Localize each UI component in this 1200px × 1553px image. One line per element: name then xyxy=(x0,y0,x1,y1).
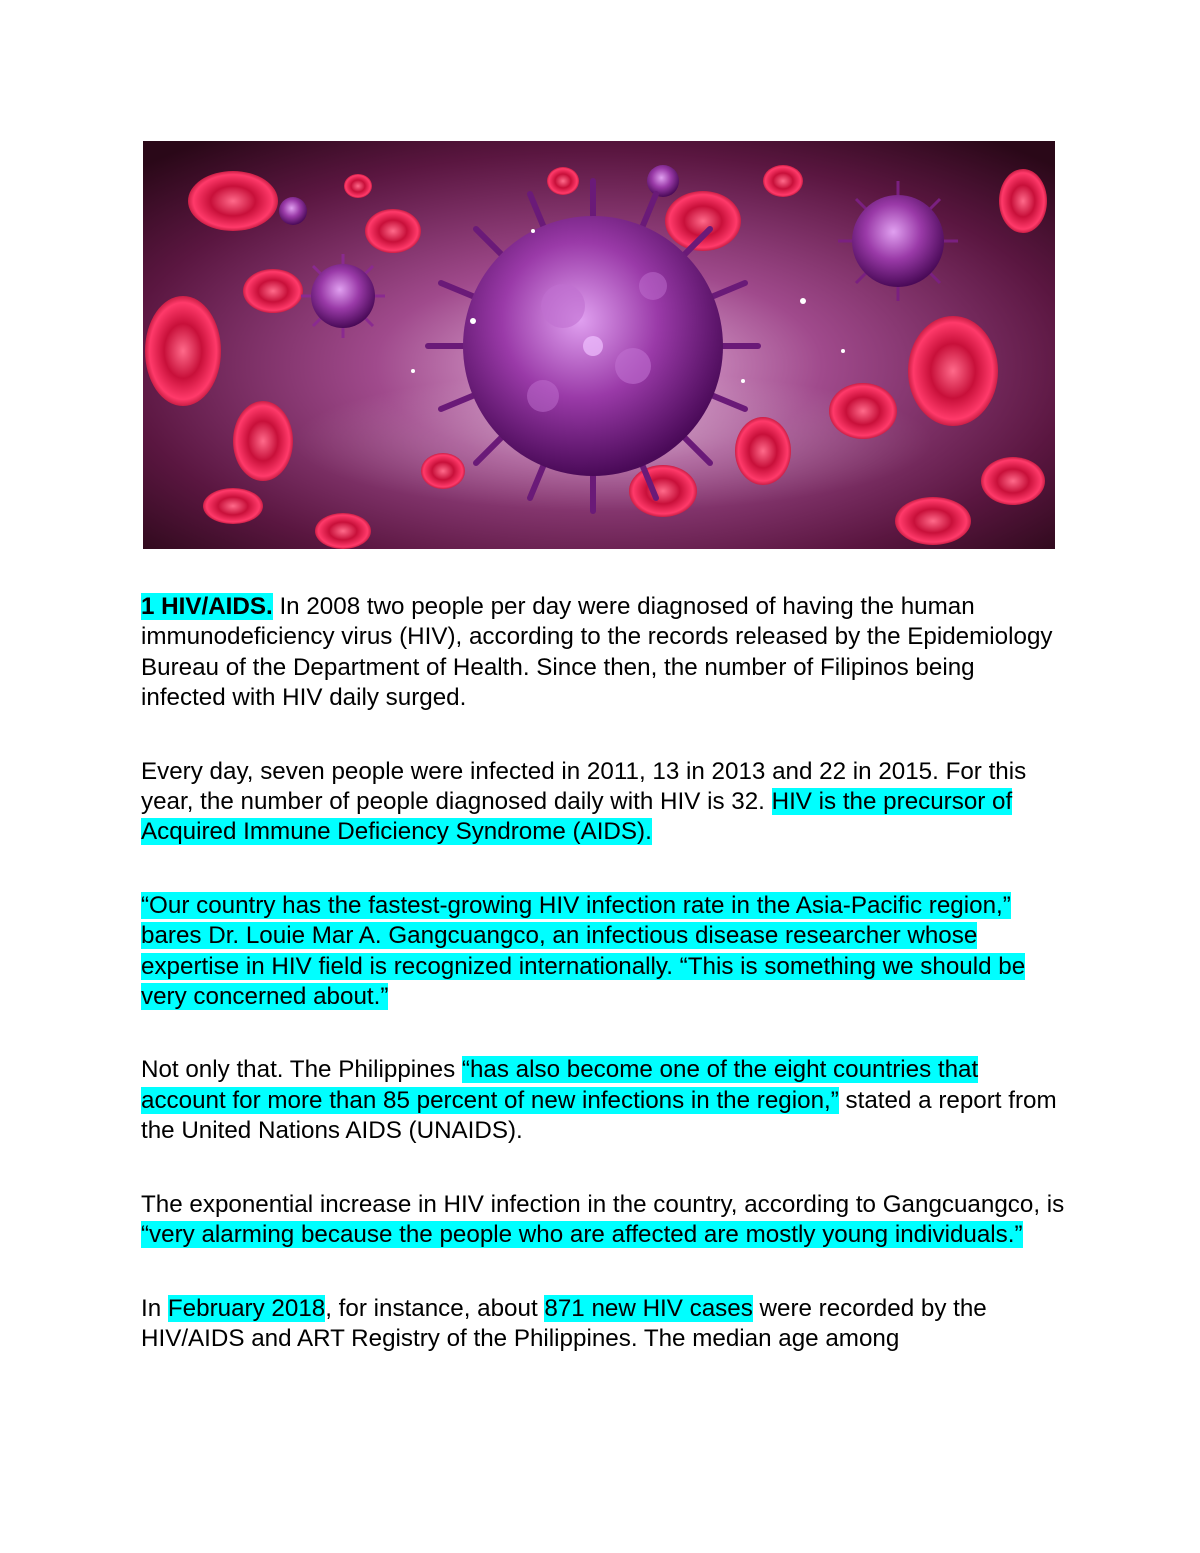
paragraph-6-after: were recorded by the HIV/AIDS and ART Registry of the Philippines. The median age among xyxy=(141,1294,987,1352)
paragraph-6-before: In xyxy=(141,1294,168,1322)
paragraph-4-highlight: “has also become one of the eight countries that account for more than 85 percent of new infections in the region,” xyxy=(141,1056,979,1114)
article-body xyxy=(141,592,1066,1397)
paragraph-4-after: stated a report from the United Nations AIDS (UNAIDS). xyxy=(141,1086,1057,1145)
section-heading: 1 HIV/AIDS. xyxy=(141,593,273,620)
virus-illustration xyxy=(143,141,1055,549)
paragraph-6-middle: , for instance, about xyxy=(325,1294,545,1322)
paragraph-5 xyxy=(141,1190,1066,1251)
paragraph-5-before: The exponential increase in HIV infection in the country, according to Gangcuangco, is xyxy=(141,1190,1065,1218)
paragraph-6-highlight-date: February 2018 xyxy=(167,1294,326,1322)
paragraph-2-text: Every day, seven people were infected in 2011, 13 in 2013 and 22 in 2015. For this year, the number of people diagnosed daily with HIV is 32. xyxy=(141,757,1027,816)
paragraph-4 xyxy=(141,1055,1066,1146)
paragraph-1 xyxy=(141,592,1066,714)
paragraph-2-highlight: HIV is the precursor of Acquired Immune Deficiency Syndrome (AIDS). xyxy=(141,788,1013,846)
paragraph-1-text: In 2008 two people per day were diagnosed of having the human immunodeficiency virus (HIV), according to the records released by the Epidemiology Bureau of the Department of Health. Since then, the number of Filipinos being infected with HIV daily surged. xyxy=(141,593,1053,712)
paragraph-3 xyxy=(141,891,1066,1013)
main-virus xyxy=(428,181,758,511)
paragraph-4-before: Not only that. The Philippines xyxy=(141,1056,462,1084)
paragraph-3-highlight: “Our country has the fastest-growing HIV infection rate in the Asia-Pacific region,” bares Dr. Louie Mar A. Gangcuangco, an infectious disease researcher whose expertise in HIV field is recognized internationally. “This is something we should be very concerned about.” xyxy=(141,891,1026,1011)
paragraph-6 xyxy=(141,1294,1066,1355)
paragraph-5-highlight: “very alarming because the people who are affected are mostly young individuals.” xyxy=(141,1221,1023,1249)
hero-image-virus-and-blood-cells xyxy=(143,141,1055,549)
paragraph-2 xyxy=(141,757,1066,848)
paragraph-6-highlight-cases: 871 new HIV cases xyxy=(544,1294,753,1322)
